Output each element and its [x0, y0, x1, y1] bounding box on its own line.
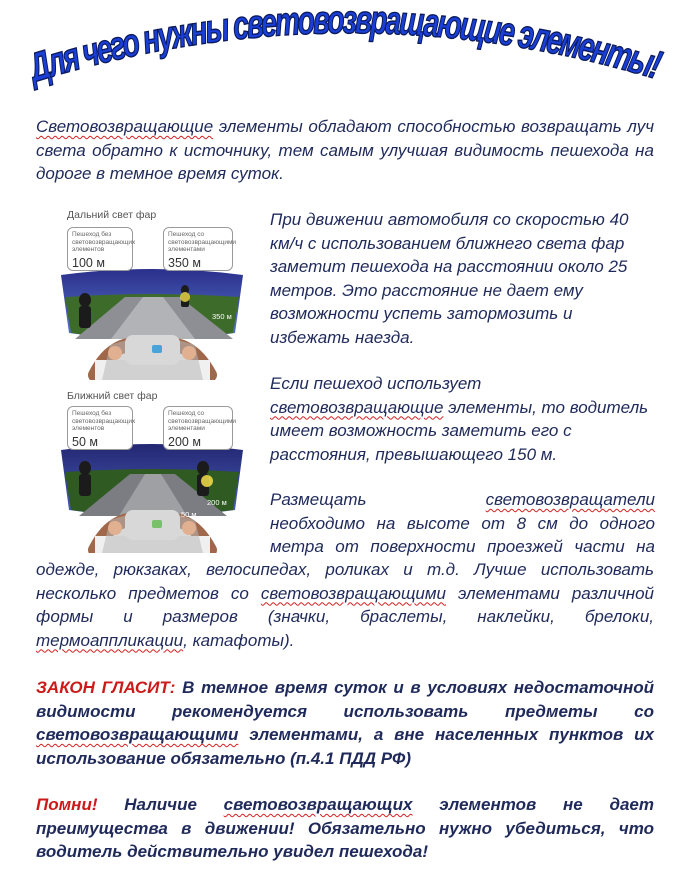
remember-text-b: элементов не дает преимущества в движении! Обязательно нужно убедиться, что водитель действительно увидел пешехода! [36, 795, 654, 861]
intro-word: Световозвращающие [36, 117, 214, 136]
distance-marker-far: 200 м [207, 498, 227, 507]
using-word: световозвращающие [270, 397, 444, 417]
high-beam-illustration [55, 205, 250, 380]
remember-label: Помни! [36, 795, 98, 814]
bubble-text: Пешеход без световозвращающих элементов [72, 410, 136, 432]
using-paragraph [270, 372, 655, 466]
placement-text-a: одежде, рюкзаках, велосипедах, роликах и т.д. Лучше использовать несколько предметов со [36, 560, 654, 603]
bubble-text: Пешеход без световозвращающих элементов [72, 231, 136, 253]
placement-line-2: необходимо на высоте от 8 см до одного [270, 513, 655, 533]
intro-text: элементы обладают способностью возвращать луч света обратно к источнику, тем самым улучшая видимость пешехода на дороге в темное время суток. [36, 117, 654, 183]
placement-line-3: метра от поверхности проезжей части на [270, 537, 655, 556]
law-text-b: элементами, а вне населенных пунктов их использование обязательно (п.4.1 ПДД РФ) [36, 725, 654, 768]
placement-word-3: термоаппликации [36, 630, 184, 650]
low-beam-bubble-without [67, 406, 136, 450]
bubble-distance: 200 м [168, 434, 201, 449]
speed-paragraph: При движении автомобиля со скоростью 40 км/ч с использованием ближнего света фар заметит пешехода на расстоянии около 25 метров. Это расстояние не дает ему возможности успеть затормозить и избежать наезда. [270, 210, 629, 347]
placement-paragraph-top [270, 488, 655, 559]
placement-line-1 [270, 488, 655, 512]
placement-word-2: световозвращающими [260, 583, 446, 603]
bubble-text: Пешеход со световозвращающими элементами [168, 231, 237, 253]
page-title [30, 4, 670, 104]
using-text-after: элементы, то водитель имеет возможность заметить его с расстояния, превышающего 150 м. [270, 397, 649, 464]
law-paragraph [36, 676, 654, 770]
bubble-distance: 350 м [168, 255, 201, 270]
law-text-a: В темное время суток и в условиях недостаточной видимости рекомендуется использовать предметы со [36, 678, 654, 721]
remember-word: световозвращающих [223, 795, 413, 814]
high-beam-label: Дальний свет фар [67, 209, 157, 221]
low-beam-illustration [55, 388, 250, 553]
svg-text:Для чего нужны световозвращающ [30, 4, 666, 91]
placement-text-b: элементами различной формы и размеров (значки, браслеты, наклейки, брелоки, [36, 583, 655, 626]
remember-text-a: Наличие [97, 795, 224, 814]
remember-paragraph [36, 793, 654, 864]
distance-marker-near: 50 м [181, 510, 197, 519]
low-beam-bubble-with [163, 406, 237, 450]
law-word: световозвращающими [36, 725, 239, 744]
placement-text-c: , катафоты). [183, 630, 295, 650]
placement-lead: Размещать [270, 490, 367, 509]
bubble-text: Пешеход со световозвращающими элементами [168, 410, 237, 432]
bubble-distance: 100 м [72, 255, 105, 270]
placement-word: световозвращатели [485, 490, 655, 509]
bubble-distance: 50 м [72, 434, 98, 449]
high-beam-bubble-with [163, 227, 237, 271]
using-text-before: Если пешеход использует [270, 374, 482, 393]
distance-marker-far: 350 м [212, 312, 232, 321]
distance-marker-near: 100 м [192, 337, 212, 346]
law-label: ЗАКОН ГЛАСИТ: [36, 678, 176, 697]
placement-paragraph-bottom [36, 558, 654, 652]
intro-paragraph [36, 115, 654, 186]
low-beam-label: Ближний свет фар [67, 390, 158, 402]
page-title-text: ля чего нужны световозвращающие элементы! [41, 4, 668, 88]
high-beam-bubble-without [67, 227, 136, 271]
page-title-wordart [30, 4, 670, 104]
